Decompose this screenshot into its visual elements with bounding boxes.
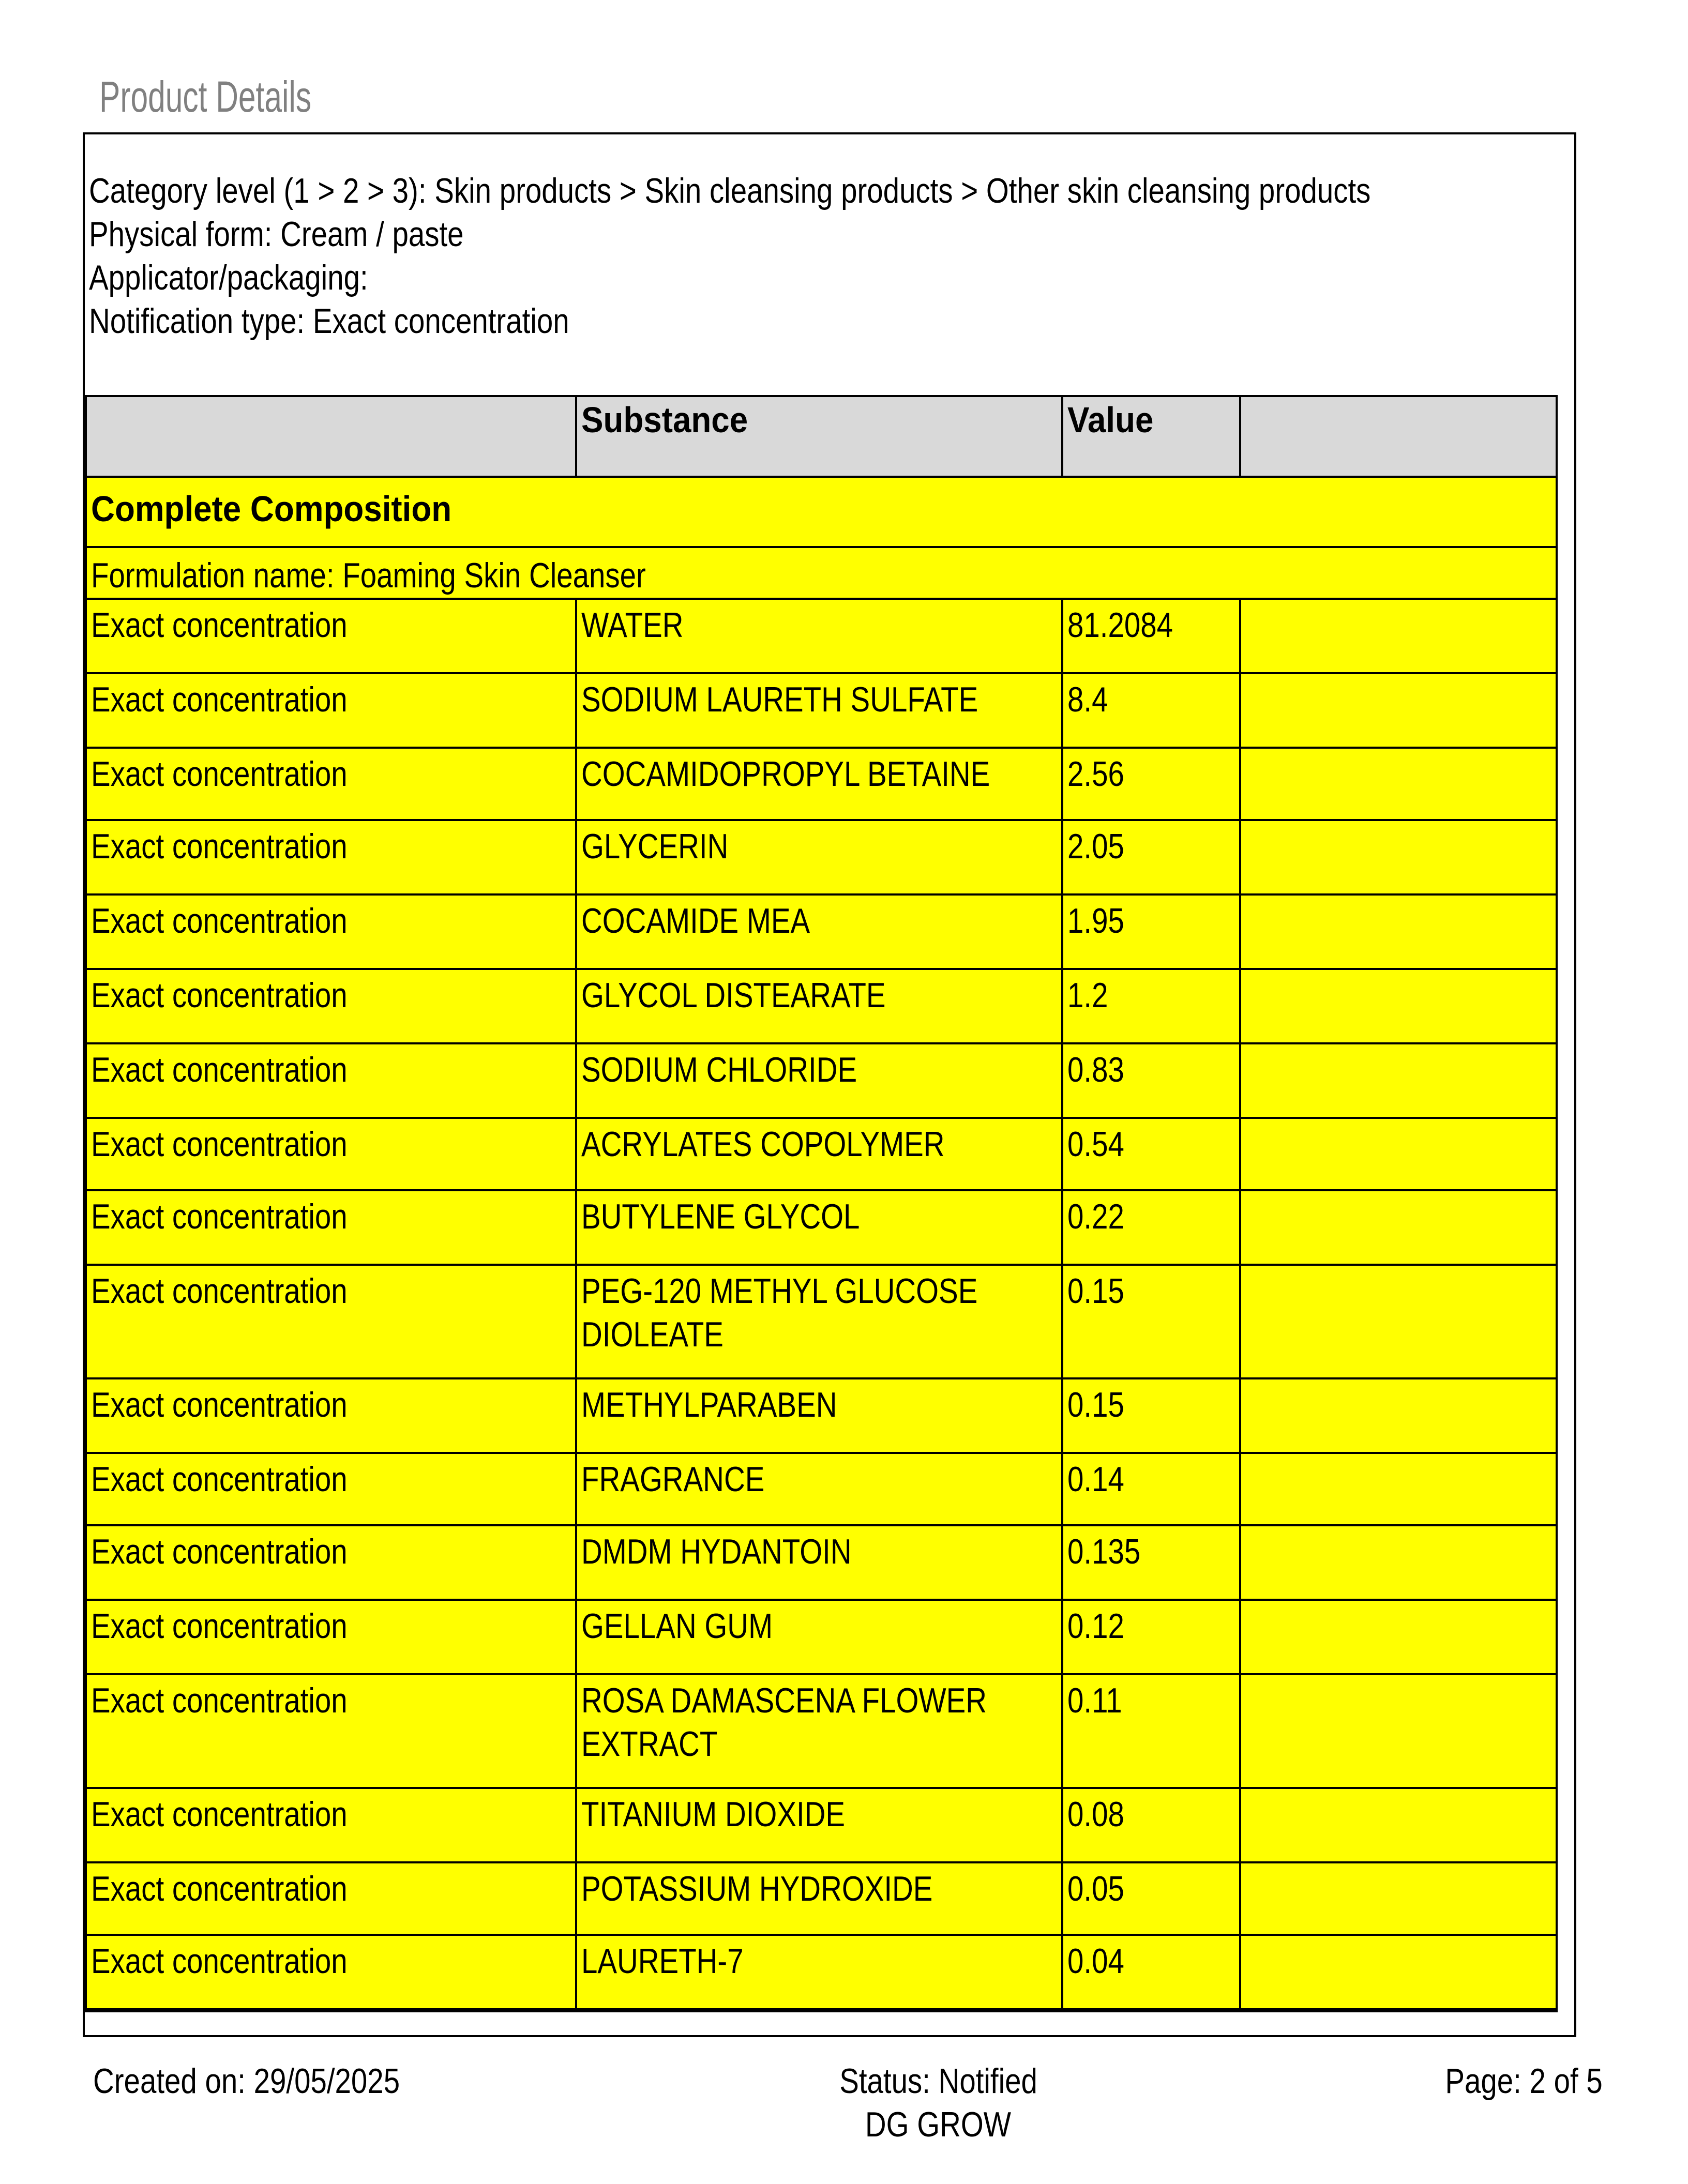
substance-cell [576, 1674, 1062, 1787]
department-text: DG GROW [865, 2105, 1012, 2145]
status-line [819, 2060, 1057, 2103]
substance-cell [576, 1452, 1062, 1526]
formulation-name-text: Formulation name: Foaming Skin Cleanser [91, 556, 646, 596]
table-row [86, 1191, 1557, 1265]
table-row [86, 1861, 1557, 1935]
page-title: Product Details [99, 74, 312, 122]
empty-cell [1240, 969, 1557, 1043]
row-type-cell [86, 1265, 576, 1378]
substance-cell [576, 895, 1062, 969]
substance-label: BUTYLENE GLYCOL [581, 1198, 860, 1238]
footer-status-block [819, 2060, 1057, 2147]
substance-label: METHYLPARABEN [581, 1385, 837, 1425]
value-label: 0.15 [1067, 1272, 1124, 1312]
empty-cell [1240, 1265, 1557, 1378]
empty-cell [1240, 1935, 1557, 2010]
empty-cell [1240, 1191, 1557, 1265]
table-row [86, 1378, 1557, 1452]
empty-cell [1240, 747, 1557, 821]
table-row [86, 747, 1557, 821]
substance-cell [576, 1526, 1062, 1600]
value-label: 0.22 [1067, 1198, 1124, 1238]
value-cell [1062, 1452, 1240, 1526]
value-label: 0.05 [1067, 1869, 1124, 1908]
empty-cell [1240, 1378, 1557, 1452]
empty-cell [1240, 1787, 1557, 1861]
composition-table [85, 395, 1558, 2013]
category-level-line [89, 170, 1633, 213]
empty-cell [1240, 1117, 1557, 1191]
substance-cell [576, 1043, 1062, 1117]
empty-cell [1240, 1526, 1557, 1600]
substance-cell [576, 969, 1062, 1043]
table-row [86, 1043, 1557, 1117]
value-cell [1062, 1600, 1240, 1674]
product-info-block [89, 170, 1633, 343]
table-row [86, 1452, 1557, 1526]
table-row [86, 1935, 1557, 2010]
value-label: 8.4 [1067, 680, 1108, 720]
substance-label: FRAGRANCE [581, 1459, 765, 1499]
table-row [86, 1117, 1557, 1191]
row-type-cell [86, 821, 576, 895]
substance-cell [576, 1191, 1062, 1265]
row-type-cell [86, 1191, 576, 1265]
value-cell [1062, 1117, 1240, 1191]
row-type-label: Exact concentration [91, 1794, 348, 1834]
substance-cell [576, 821, 1062, 895]
row-type-label: Exact concentration [91, 680, 348, 720]
value-label: 0.54 [1067, 1124, 1124, 1164]
value-cell [1062, 1674, 1240, 1787]
row-type-label: Exact concentration [91, 1533, 348, 1573]
department-line [819, 2103, 1057, 2147]
value-cell [1062, 1043, 1240, 1117]
row-type-label: Exact concentration [91, 1198, 348, 1238]
substance-label: COCAMIDOPROPYL BETAINE [581, 754, 990, 794]
row-type-cell [86, 969, 576, 1043]
substance-cell [576, 1265, 1062, 1378]
substance-cell [576, 1787, 1062, 1861]
value-cell [1062, 895, 1240, 969]
table-row [86, 1265, 1557, 1378]
value-cell [1062, 1861, 1240, 1935]
substance-label: GLYCOL DISTEARATE [581, 976, 886, 1015]
row-type-label: Exact concentration [91, 606, 348, 645]
applicator-packaging-line [89, 256, 1633, 300]
empty-cell [1240, 599, 1557, 673]
substance-cell [576, 673, 1062, 747]
value-label: 1.2 [1067, 976, 1108, 1015]
value-label: 0.08 [1067, 1794, 1124, 1834]
row-type-label: Exact concentration [91, 1607, 348, 1647]
substance-label: PEG-120 METHYL GLUCOSE DIOLEATE [581, 1272, 978, 1355]
row-type-label: Exact concentration [91, 1385, 348, 1425]
value-label: 0.135 [1067, 1533, 1141, 1573]
notification-type-line [89, 300, 1633, 343]
row-type-cell [86, 1452, 576, 1526]
value-label: 2.56 [1067, 754, 1124, 794]
section-title-label: Complete Composition [91, 487, 452, 528]
substance-label: GLYCERIN [581, 828, 729, 868]
table-row [86, 1526, 1557, 1600]
footer-page-number [1413, 2060, 1603, 2103]
value-cell [1062, 1787, 1240, 1861]
row-type-label: Exact concentration [91, 976, 348, 1015]
row-type-label: Exact concentration [91, 828, 348, 868]
value-label: 0.15 [1067, 1385, 1124, 1425]
substance-cell [576, 1378, 1062, 1452]
empty-cell [1240, 1861, 1557, 1935]
formulation-name-row [86, 547, 1557, 599]
value-label: 81.2084 [1067, 606, 1173, 645]
header-value-label: Value [1067, 399, 1154, 441]
substance-cell [576, 1861, 1062, 1935]
header-empty-cell [86, 396, 576, 476]
substance-cell [576, 599, 1062, 673]
substance-label: LAURETH-7 [581, 1943, 744, 1982]
section-title-row [86, 476, 1557, 547]
row-type-label: Exact concentration [91, 1681, 348, 1721]
substance-cell [576, 1600, 1062, 1674]
value-label: 0.14 [1067, 1459, 1124, 1499]
header-empty-cell [1240, 396, 1557, 476]
substance-cell [576, 747, 1062, 821]
physical-form-line [89, 213, 1633, 256]
row-type-cell [86, 1117, 576, 1191]
value-label: 0.04 [1067, 1943, 1124, 1982]
empty-cell [1240, 1674, 1557, 1787]
substance-label: WATER [581, 606, 684, 645]
substance-label: COCAMIDE MEA [581, 902, 810, 942]
created-on-text: Created on: 29/05/2025 [93, 2062, 400, 2101]
substance-label: ROSA DAMASCENA FLOWER EXTRACT [581, 1681, 987, 1765]
header-substance-label: Substance [581, 399, 748, 441]
substance-label: SODIUM LAURETH SULFATE [581, 680, 978, 720]
row-type-cell [86, 1787, 576, 1861]
row-type-cell [86, 747, 576, 821]
table-header-row [86, 396, 1557, 476]
status-text: Status: Notified [839, 2062, 1037, 2101]
row-type-cell [86, 673, 576, 747]
value-label: 0.12 [1067, 1607, 1124, 1647]
empty-cell [1240, 673, 1557, 747]
value-cell [1062, 1526, 1240, 1600]
formulation-name-cell [86, 547, 1557, 599]
physical-form-text: Physical form: Cream / paste [89, 215, 464, 254]
row-type-cell [86, 895, 576, 969]
header-value-cell [1062, 396, 1240, 476]
row-type-cell [86, 1935, 576, 2010]
page-number-text: Page: 2 of 5 [1445, 2062, 1603, 2101]
row-type-cell [86, 1600, 576, 1674]
substance-label: SODIUM CHLORIDE [581, 1050, 857, 1090]
row-type-cell [86, 1674, 576, 1787]
value-label: 0.11 [1067, 1681, 1122, 1721]
substance-label: DMDM HYDANTOIN [581, 1533, 852, 1573]
table-row [86, 895, 1557, 969]
table-row [86, 969, 1557, 1043]
empty-cell [1240, 1043, 1557, 1117]
substance-label: POTASSIUM HYDROXIDE [581, 1869, 933, 1908]
page-footer [93, 2060, 1603, 2147]
empty-cell [1240, 895, 1557, 969]
empty-cell [1240, 821, 1557, 895]
value-cell [1062, 821, 1240, 895]
row-type-label: Exact concentration [91, 1050, 348, 1090]
substance-label: TITANIUM DIOXIDE [581, 1794, 846, 1834]
empty-cell [1240, 1600, 1557, 1674]
substance-cell [576, 1117, 1062, 1191]
substance-cell [576, 1935, 1062, 2010]
value-cell [1062, 1378, 1240, 1452]
substance-label: ACRYLATES COPOLYMER [581, 1124, 945, 1164]
value-cell [1062, 747, 1240, 821]
row-type-cell [86, 1043, 576, 1117]
row-type-label: Exact concentration [91, 1943, 348, 1982]
table-row [86, 1787, 1557, 1861]
row-type-cell [86, 1526, 576, 1600]
substance-label: GELLAN GUM [581, 1607, 773, 1647]
table-row [86, 1600, 1557, 1674]
table-row [86, 1674, 1557, 1787]
table-row [86, 821, 1557, 895]
value-label: 1.95 [1067, 902, 1124, 942]
row-type-label: Exact concentration [91, 1124, 348, 1164]
value-cell [1062, 1191, 1240, 1265]
row-type-label: Exact concentration [91, 1459, 348, 1499]
value-cell [1062, 673, 1240, 747]
applicator-packaging-text: Applicator/packaging: [89, 259, 368, 298]
category-level-text: Category level (1 > 2 > 3): Skin products > Skin cleansing products > Other skin cleansing products [89, 172, 1371, 211]
footer-created-on [93, 2060, 463, 2103]
value-cell [1062, 969, 1240, 1043]
header-substance-cell [576, 396, 1062, 476]
row-type-cell [86, 1378, 576, 1452]
table-row [86, 673, 1557, 747]
value-label: 0.83 [1067, 1050, 1124, 1090]
value-cell [1062, 1935, 1240, 2010]
row-type-label: Exact concentration [91, 902, 348, 942]
notification-type-text: Notification type: Exact concentration [89, 302, 569, 341]
value-cell [1062, 1265, 1240, 1378]
row-type-cell [86, 1861, 576, 1935]
empty-cell [1240, 1452, 1557, 1526]
row-type-label: Exact concentration [91, 1272, 348, 1312]
table-row [86, 599, 1557, 673]
value-cell [1062, 599, 1240, 673]
section-title-cell [86, 476, 1557, 547]
row-type-label: Exact concentration [91, 1869, 348, 1908]
value-label: 2.05 [1067, 828, 1124, 868]
row-type-label: Exact concentration [91, 754, 348, 794]
row-type-cell [86, 599, 576, 673]
